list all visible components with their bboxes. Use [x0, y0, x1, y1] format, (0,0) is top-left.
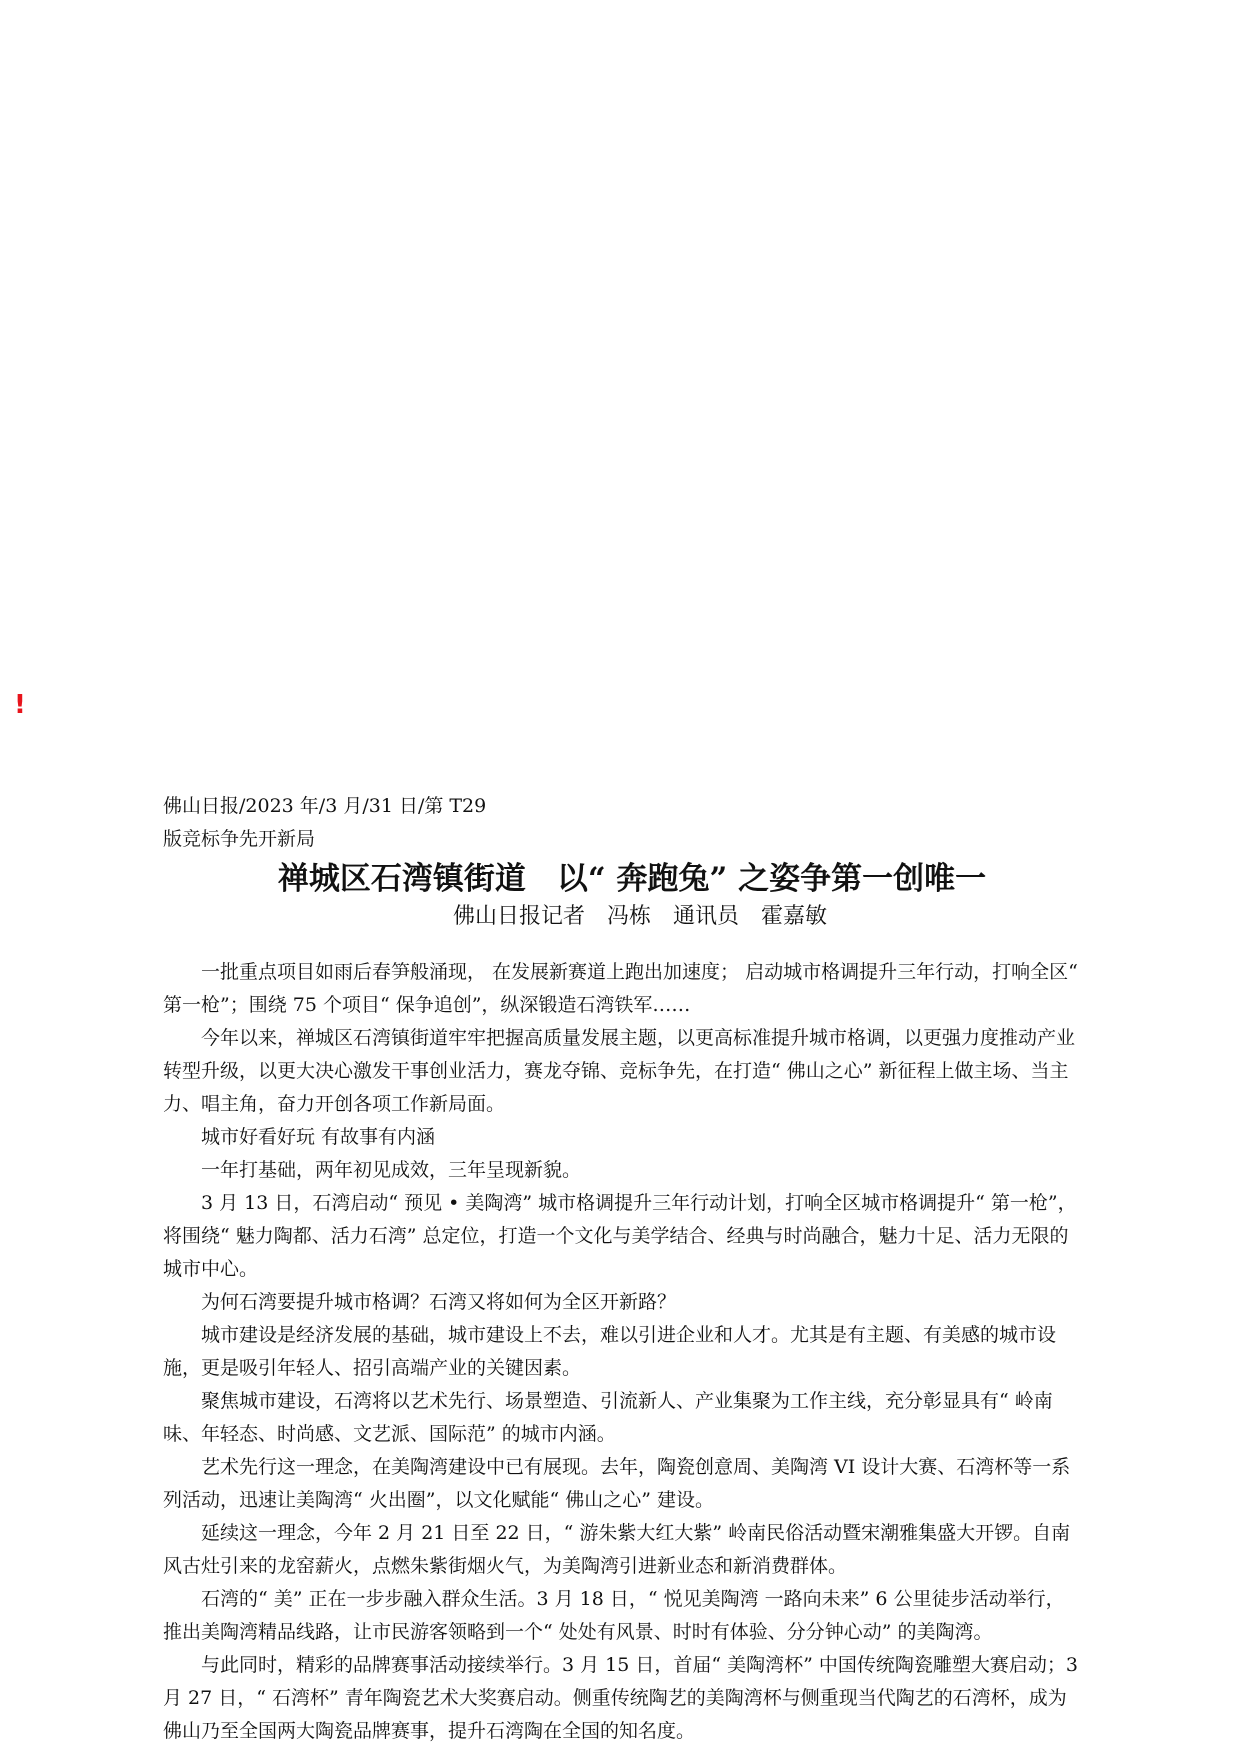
red-exclamation-mark: ! — [14, 690, 26, 720]
article-byline: 佛山日报记者 冯栋 通讯员 霍嘉敏 — [452, 904, 827, 929]
paragraph-4: 3 月 13 日，石湾启动“ 预见 • 美陶湾” 城市格调提升三年行动计划，打响全区城市格调提升“ 第一枪”，将围绕“ 魅力陶都、活力石湾” 总定位，打造一个文化与美学结合、经典与时尚融合，魅力十足、活力无限的城市中心。 — [163, 1192, 1077, 1280]
source-line: 佛山日报/2023 年/3 月/31 日/第 T29 — [163, 795, 487, 817]
paragraph-10: 石湾的“ 美” 正在一步步融入群众生活。3 月 18 日，“ 悦见美陶湾 一路向未来” 6 公里徒步活动举行，推出美陶湾精品线路，让市民游客领略到一个“ 处处有风景、时时有体验、分分钟心动” 的美陶湾。 — [163, 1588, 1065, 1643]
paragraph-8: 艺术先行这一理念，在美陶湾建设中已有展现。去年，陶瓷创意周、美陶湾 VI 设计大赛、石湾杯等一系列活动，迅速让美陶湾“ 火出圈”，以文化赋能“ 佛山之心” 建设。 — [163, 1456, 1071, 1511]
section-heading: 城市好看好玩 有故事有内涵 — [201, 1126, 436, 1148]
paragraph-9: 延续这一理念，今年 2 月 21 日至 22 日，“ 游朱紫大红大紫” 岭南民俗活动暨宋潮雅集盛大开锣。自南风古灶引来的龙窑薪火，点燃朱紫街烟火气，为美陶湾引进新业态和新消费群体。 — [163, 1522, 1071, 1577]
paragraph-11: 与此同时，精彩的品牌赛事活动接续举行。3 月 15 日，首届“ 美陶湾杯” 中国传统陶瓷雕塑大赛启动；3 月 27 日，“ 石湾杯” 青年陶瓷艺术大奖赛启动。侧重传统陶艺的美陶湾杯与侧重现当代陶艺的石湾杯，成为佛山乃至全国两大陶瓷品牌赛事，提升石湾陶在全国的知名度。 — [163, 1654, 1078, 1742]
paragraph-6: 城市建设是经济发展的基础，城市建设上不去，难以引进企业和人才。尤其是有主题、有美感的城市设施，更是吸引年轻人、招引高端产业的关键因素。 — [163, 1324, 1057, 1379]
paragraph-2: 今年以来，禅城区石湾镇街道牢牢把握高质量发展主题，以更高标准提升城市格调，以更强力度推动产业转型升级，以更大决心激发干事创业活力，赛龙夺锦、竞标争先，在打造“ 佛山之心” 新征程上做主场、当主力、唱主角，奋力开创各项工作新局面。 — [163, 1027, 1076, 1115]
paragraph-5: 为何石湾要提升城市格调？石湾又将如何为全区开新路？ — [201, 1291, 677, 1313]
paragraph-1: 一批重点项目如雨后春笋般涌现， 在发展新赛道上跑出加速度； 启动城市格调提升三年行动，打响全区“ 第一枪”；围绕 75 个项目“ 保争追创”，纵深锻造石湾铁军…… — [163, 961, 1078, 1016]
paragraph-7: 聚焦城市建设，石湾将以艺术先行、场景塑造、引流新人、产业集聚为工作主线，充分彰显具有“ 岭南味、年轻态、时尚感、文艺派、国际范” 的城市内涵。 — [163, 1390, 1053, 1445]
source-line-continued: 版竞标争先开新局 — [163, 828, 316, 850]
paragraph-3: 一年打基础，两年初见成效，三年呈现新貌。 — [201, 1159, 582, 1181]
article-title: 禅城区石湾镇街道 以“ 奔跑兔” 之姿争第一创唯一 — [277, 861, 987, 897]
article — [163, 790, 1083, 1748]
